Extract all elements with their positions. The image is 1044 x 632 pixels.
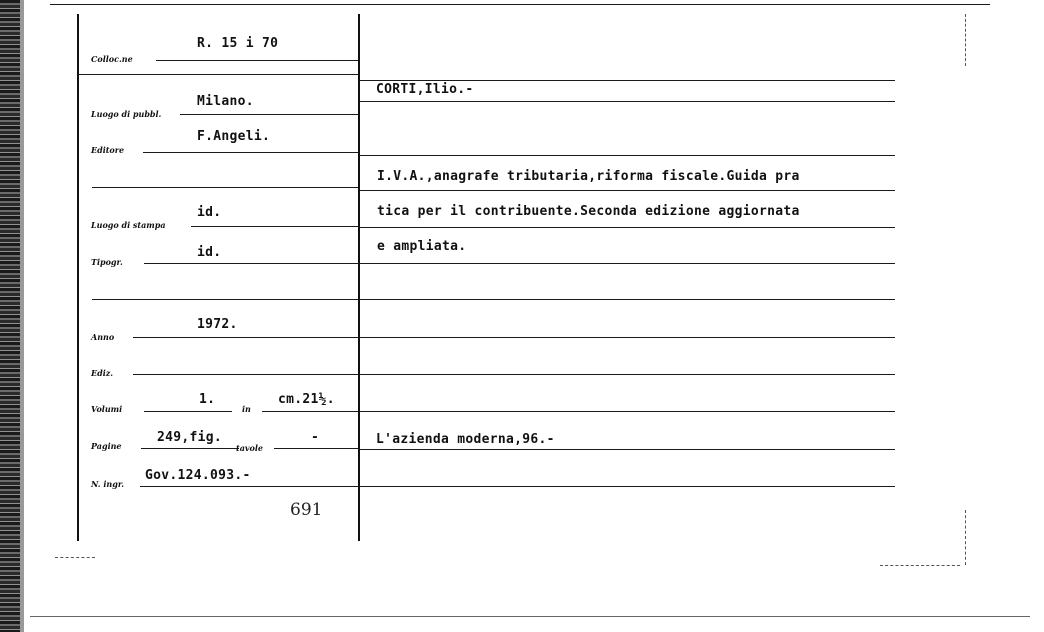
right-line-1 [360, 80, 895, 81]
luogo-stampa-value: id. [197, 205, 222, 220]
anno-value: 1972. [197, 317, 238, 332]
right-line-12 [360, 486, 895, 487]
pagine-label: Pagine [91, 441, 122, 451]
collocazione-line [156, 60, 359, 61]
editore-value: F.Angeli. [197, 129, 271, 144]
series-value: L'azienda moderna,96.- [376, 432, 555, 447]
right-edge-mark [965, 14, 966, 66]
luogo-pubbl-label: Luogo di pubbl. [91, 109, 162, 119]
anno-label: Anno [91, 332, 115, 342]
pagine-value: 249,fig. [157, 430, 223, 445]
luogo-stampa-line [191, 226, 359, 227]
editore-label: Editore [91, 145, 125, 155]
editore-line [143, 152, 359, 153]
tipogr-label: Tipogr. [91, 257, 123, 267]
right-line-8 [360, 337, 895, 338]
volumi-size-value: cm.21½. [278, 392, 335, 407]
volumi-label: Volumi [91, 404, 123, 414]
luogo-pubbl-value: Milano. [197, 94, 254, 109]
right-line-5 [360, 227, 895, 228]
handwritten-number: 691 [290, 500, 323, 520]
bottom-edge-mark [55, 557, 95, 558]
card-top-border [50, 4, 990, 5]
left-divider-2 [92, 187, 359, 188]
right-line-6 [360, 263, 895, 264]
title-line-2: tica per il contribuente.Seconda edizione aggiornata [377, 204, 800, 219]
anno-line [133, 337, 359, 338]
right-line-9 [360, 374, 895, 375]
card-bottom-edge [30, 616, 1030, 617]
volumi-in-label: in [242, 404, 251, 414]
volumi-line [144, 411, 232, 412]
card-column-divider [358, 14, 360, 541]
right-line-4 [360, 190, 895, 191]
pagine-line [141, 448, 239, 449]
right-line-2 [360, 101, 895, 102]
right-line-11 [360, 449, 895, 450]
scan-edge [0, 0, 20, 632]
right-edge-mark-lower [965, 510, 966, 565]
tavole-label: tavole [236, 443, 263, 453]
collocazione-label: Colloc.ne [91, 54, 133, 64]
right-line-7 [360, 299, 895, 300]
tipogr-value: id. [197, 245, 222, 260]
ediz-label: Ediz. [91, 368, 114, 378]
left-divider-1 [78, 74, 359, 75]
n-ingr-label: N. ingr. [91, 479, 125, 489]
tavole-line [274, 448, 359, 449]
tavole-value: - [311, 430, 320, 445]
author-value: CORTI,Ilio.- [376, 82, 474, 97]
luogo-stampa-label: Luogo di stampa [91, 220, 166, 230]
n-ingr-value: Gov.124.093.- [145, 468, 251, 483]
right-line-3 [360, 155, 895, 156]
volumi-value: 1. [199, 392, 216, 407]
bottom-edge-mark-right [880, 565, 960, 566]
luogo-pubbl-line [180, 114, 359, 115]
title-line-1: I.V.A.,anagrafe tributaria,riforma fiscale.Guida pra [377, 169, 800, 184]
card-left-rule [77, 14, 79, 541]
scan-edge-shadow [20, 0, 24, 632]
n-ingr-line [140, 486, 359, 487]
title-line-3: e ampliata. [377, 239, 467, 254]
ediz-line [133, 374, 359, 375]
tipogr-line [144, 263, 359, 264]
right-line-10 [360, 411, 895, 412]
collocazione-value: R. 15 i 70 [197, 36, 279, 51]
volumi-size-line [262, 411, 359, 412]
left-divider-3 [92, 299, 359, 300]
